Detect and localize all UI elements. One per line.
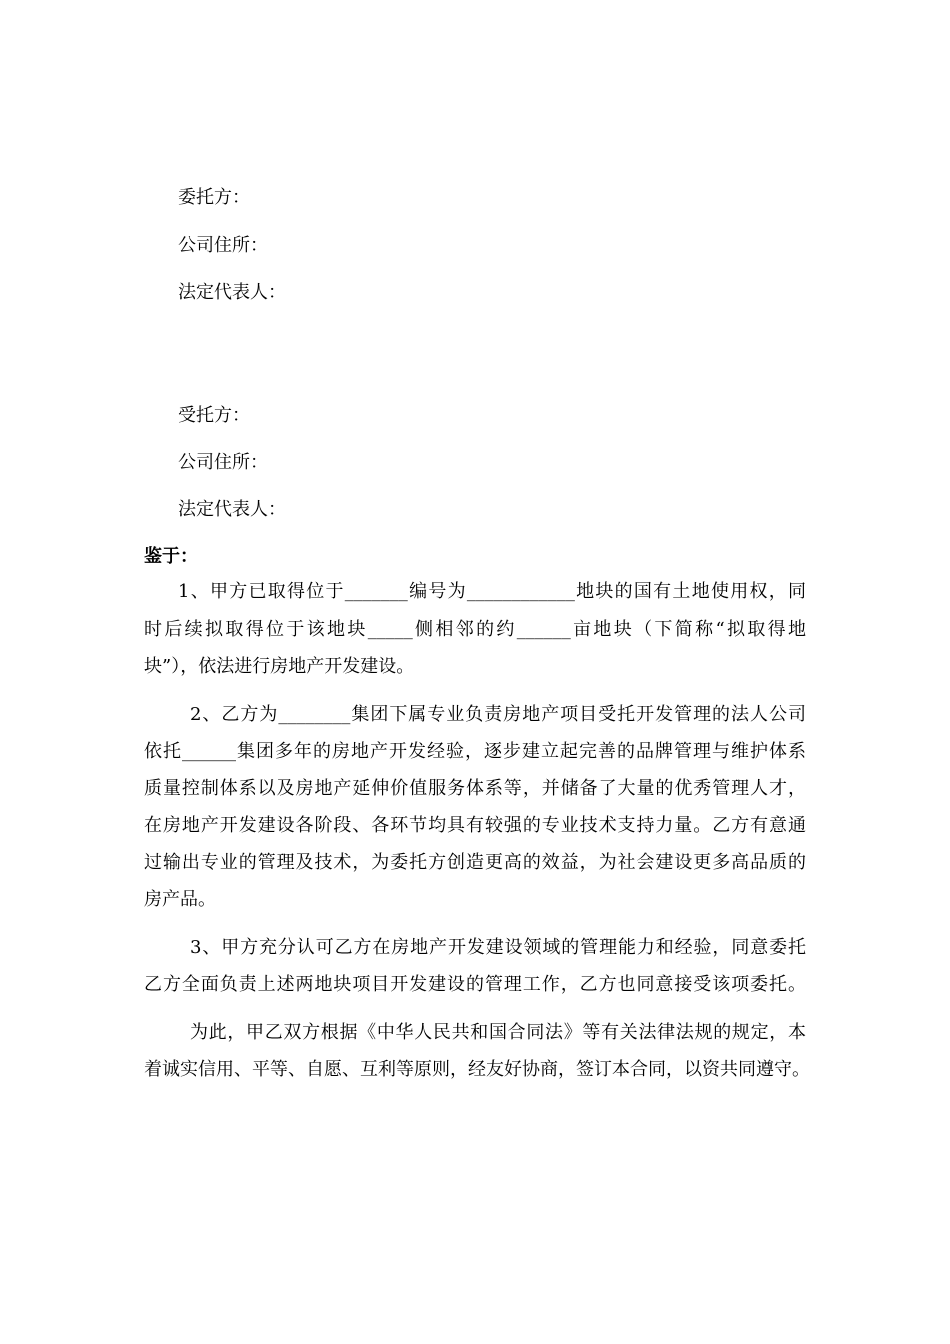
clause-2-line-4: 在房地产开发建设各阶段、各环节均具有较强的专业技术支持力量。乙方有意通 (144, 815, 806, 836)
clause-1-line-1: 1、甲方已取得位于_______编号为____________地块的国有土地使用权，同 (178, 581, 806, 602)
clause-1-line-3: 块”），依法进行房地产开发建设。 (144, 656, 415, 677)
clause-1-line-2: 时后续拟取得位于该地块_____侧相邻的约______亩地块（下简称“拟取得地 (144, 619, 806, 640)
clause-4-line-1: 为此，甲乙双方根据《中华人民共和国合同法》等有关法律法规的规定，本 (190, 1022, 806, 1043)
clause-2-line-5: 过输出专业的管理及技术，为委托方创造更高的效益，为社会建设更多高品质的 (144, 852, 806, 873)
agent-address-label: 公司住所： (178, 452, 268, 473)
principal-rep-label: 法定代表人： (178, 282, 286, 303)
agent-label: 受托方： (178, 405, 250, 426)
clause-2-line-2: 依托______集团多年的房地产开发经验，逐步建立起完善的品牌管理与维护体系 (144, 741, 806, 762)
clause-4-line-2: 着诚实信用、平等、自愿、互利等原则，经友好协商，签订本合同，以资共同遵守。 (144, 1059, 810, 1080)
principal-label: 委托方： (178, 187, 250, 208)
principal-address-label: 公司住所： (178, 235, 268, 256)
clause-2-line-3: 质量控制体系以及房地产延伸价值服务体系等，并储备了大量的优秀管理人才， (144, 778, 806, 799)
agent-rep-label: 法定代表人： (178, 499, 286, 520)
clause-3-line-2: 乙方全面负责上述两地块项目开发建设的管理工作，乙方也同意接受该项委托。 (144, 974, 806, 995)
clause-2-line-1: 2、乙方为________集团下属专业负责房地产项目受托开发管理的法人公司 (190, 704, 806, 725)
clause-2-line-6: 房产品。 (144, 889, 216, 910)
whereas-heading: 鉴于： (144, 546, 198, 567)
clause-3-line-1: 3、甲方充分认可乙方在房地产开发建设领域的管理能力和经验，同意委托 (190, 937, 806, 958)
